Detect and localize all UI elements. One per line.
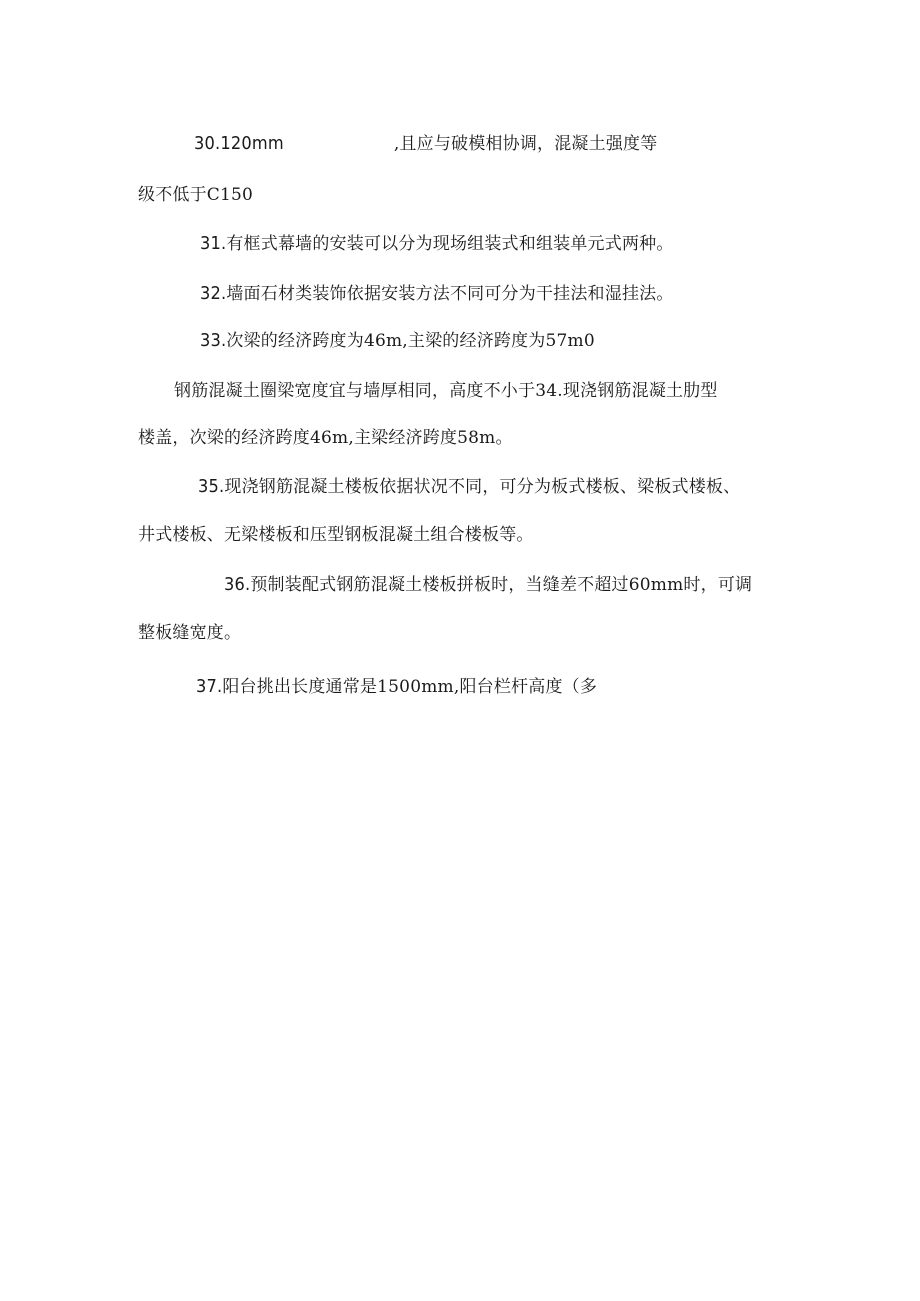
item-30-number: 30.	[194, 133, 221, 154]
item-36-line-1	[224, 574, 752, 596]
item-37-text: 阳台挑出长度通常是1500mm,阳台栏杆高度（多	[222, 677, 598, 697]
item-32-text: 墙面石材类装饰依据安装方法不同可分为干挂法和湿挂法。	[226, 284, 674, 304]
item-34-line-2	[138, 427, 513, 449]
item-35-line-2	[138, 524, 534, 546]
item-30-dimension: 120mm	[220, 133, 284, 154]
item-30-text-cont: 级不低于C150	[138, 185, 254, 205]
item-37	[196, 676, 597, 698]
item-31-text: 有框式幕墙的安装可以分为现场组装式和组装单元式两种。	[226, 234, 674, 254]
item-34-line-1	[174, 380, 718, 402]
item-34-text-cont: 楼盖，次梁的经济跨度46m,主梁经济跨度58m。	[138, 428, 513, 448]
item-35-number: 35.	[198, 476, 225, 497]
item-33-number: 33.	[200, 330, 227, 351]
item-31-number: 31.	[200, 233, 227, 254]
item-36-number: 36.	[224, 574, 251, 595]
item-36-text-cont: 整板缝宽度。	[138, 623, 242, 643]
item-36-text: 预制装配式钢筋混凝土楼板拼板时，当缝差不超过60mm时，可调	[250, 575, 753, 595]
item-30-text: ,且应与破模相协调，混凝土强度等	[393, 134, 658, 154]
item-31	[200, 233, 674, 255]
item-30-line-1	[194, 133, 657, 155]
item-33	[200, 330, 595, 352]
item-32-number: 32.	[200, 283, 227, 304]
item-36-line-2	[138, 622, 241, 644]
item-37-number: 37.	[196, 676, 223, 697]
item-35-text-cont: 井式楼板、无梁楼板和压型钢板混凝土组合楼板等。	[138, 525, 534, 545]
item-33-text: 次梁的经济跨度为46m,主梁的经济跨度为57m0	[226, 331, 595, 351]
item-32	[200, 283, 674, 305]
item-34-text: 钢筋混凝土圈梁宽度宜与墙厚相同，高度不小于34.现浇钢筋混凝土肋型	[174, 381, 718, 401]
item-35-line-1	[198, 476, 740, 498]
item-35-text: 现浇钢筋混凝土楼板依据状况不同，可分为板式楼板、梁板式楼板、	[224, 477, 741, 497]
item-30-line-2	[138, 184, 253, 206]
